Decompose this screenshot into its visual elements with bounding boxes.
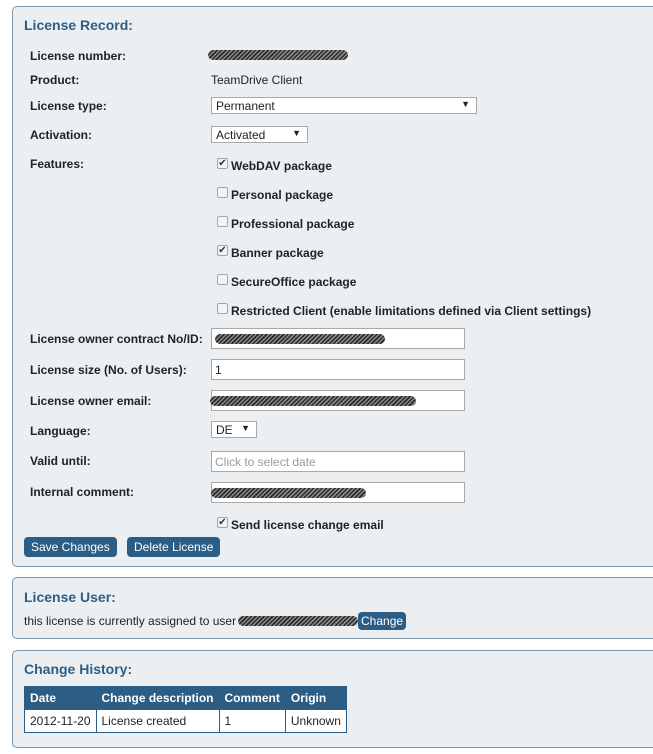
triangle-down-icon: ▼ bbox=[241, 423, 250, 433]
owner-email-value bbox=[210, 396, 416, 406]
send-email-label: Send license change email bbox=[231, 518, 384, 532]
license-type-select[interactable] bbox=[211, 97, 477, 114]
license-user-value bbox=[238, 616, 358, 626]
cell-origin: Unknown bbox=[285, 710, 346, 733]
internal-comment-value bbox=[211, 488, 366, 498]
license-user-panel bbox=[12, 577, 653, 639]
license-size-label: License size (No. of Users): bbox=[30, 363, 187, 377]
license-size-input[interactable]: 1 bbox=[211, 359, 465, 380]
webdav-label: WebDAV package bbox=[231, 159, 332, 173]
owner-contract-label: License owner contract No/ID: bbox=[30, 332, 203, 346]
valid-until-label: Valid until: bbox=[30, 454, 91, 468]
banner-checkbox[interactable] bbox=[217, 245, 228, 256]
column-header-comment: Comment bbox=[219, 687, 285, 710]
table-row bbox=[25, 710, 347, 733]
table-header-row bbox=[25, 687, 347, 710]
personal-checkbox[interactable] bbox=[217, 187, 228, 198]
activation-select[interactable] bbox=[211, 126, 308, 143]
cell-comment: 1 bbox=[219, 710, 285, 733]
owner-contract-input[interactable] bbox=[211, 328, 465, 349]
check-icon: ✔ bbox=[218, 245, 227, 256]
professional-checkbox[interactable] bbox=[217, 216, 228, 227]
check-icon: ✔ bbox=[218, 158, 227, 169]
language-select[interactable] bbox=[211, 421, 257, 438]
triangle-down-icon: ▼ bbox=[461, 99, 470, 109]
activation-label: Activation: bbox=[30, 128, 93, 142]
internal-comment-input[interactable] bbox=[211, 482, 465, 503]
change-user-button[interactable]: Change bbox=[358, 612, 406, 630]
internal-comment-label: Internal comment: bbox=[30, 485, 135, 499]
secureoffice-label: SecureOffice package bbox=[231, 275, 357, 289]
license-number-label: License number: bbox=[30, 49, 127, 63]
language-label: Language: bbox=[30, 424, 91, 438]
column-header-date: Date bbox=[25, 687, 97, 710]
change-history-title: Change History: bbox=[24, 661, 133, 677]
restricted-client-checkbox[interactable] bbox=[217, 303, 228, 314]
license-record-panel bbox=[12, 6, 653, 567]
triangle-down-icon: ▼ bbox=[292, 128, 301, 138]
secureoffice-checkbox[interactable] bbox=[217, 274, 228, 285]
license-type-label: License type: bbox=[30, 99, 107, 113]
activation-selected: Activated bbox=[216, 128, 266, 142]
valid-until-input[interactable]: Click to select date bbox=[211, 451, 465, 472]
owner-email-label: License owner email: bbox=[30, 394, 152, 408]
column-header-description: Change description bbox=[96, 687, 219, 710]
license-user-text: this license is currently assigned to user bbox=[24, 614, 237, 628]
send-email-checkbox[interactable] bbox=[217, 517, 228, 528]
owner-contract-value bbox=[215, 334, 385, 344]
license-user-title: License User: bbox=[24, 589, 116, 605]
check-icon: ✔ bbox=[218, 517, 227, 528]
webdav-checkbox[interactable] bbox=[217, 158, 228, 169]
language-selected: DE bbox=[216, 423, 233, 437]
save-changes-button[interactable]: Save Changes bbox=[24, 537, 117, 557]
license-number-value bbox=[208, 50, 348, 60]
restricted-client-label: Restricted Client (enable limitations defined via Client settings) bbox=[231, 304, 592, 318]
change-history-table bbox=[24, 686, 347, 733]
license-record-title: License Record: bbox=[24, 17, 133, 33]
change-history-panel bbox=[12, 650, 653, 748]
banner-label: Banner package bbox=[231, 246, 324, 260]
product-label: Product: bbox=[30, 73, 80, 87]
cell-date: 2012-11-20 bbox=[25, 710, 97, 733]
features-label: Features: bbox=[30, 157, 85, 171]
professional-label: Professional package bbox=[231, 217, 355, 231]
column-header-origin: Origin bbox=[285, 687, 346, 710]
license-type-selected: Permanent bbox=[216, 99, 275, 113]
product-value: TeamDrive Client bbox=[211, 73, 303, 87]
owner-email-input[interactable] bbox=[211, 390, 465, 411]
cell-description: License created bbox=[96, 710, 219, 733]
personal-label: Personal package bbox=[231, 188, 334, 202]
delete-license-button[interactable]: Delete License bbox=[127, 537, 220, 557]
